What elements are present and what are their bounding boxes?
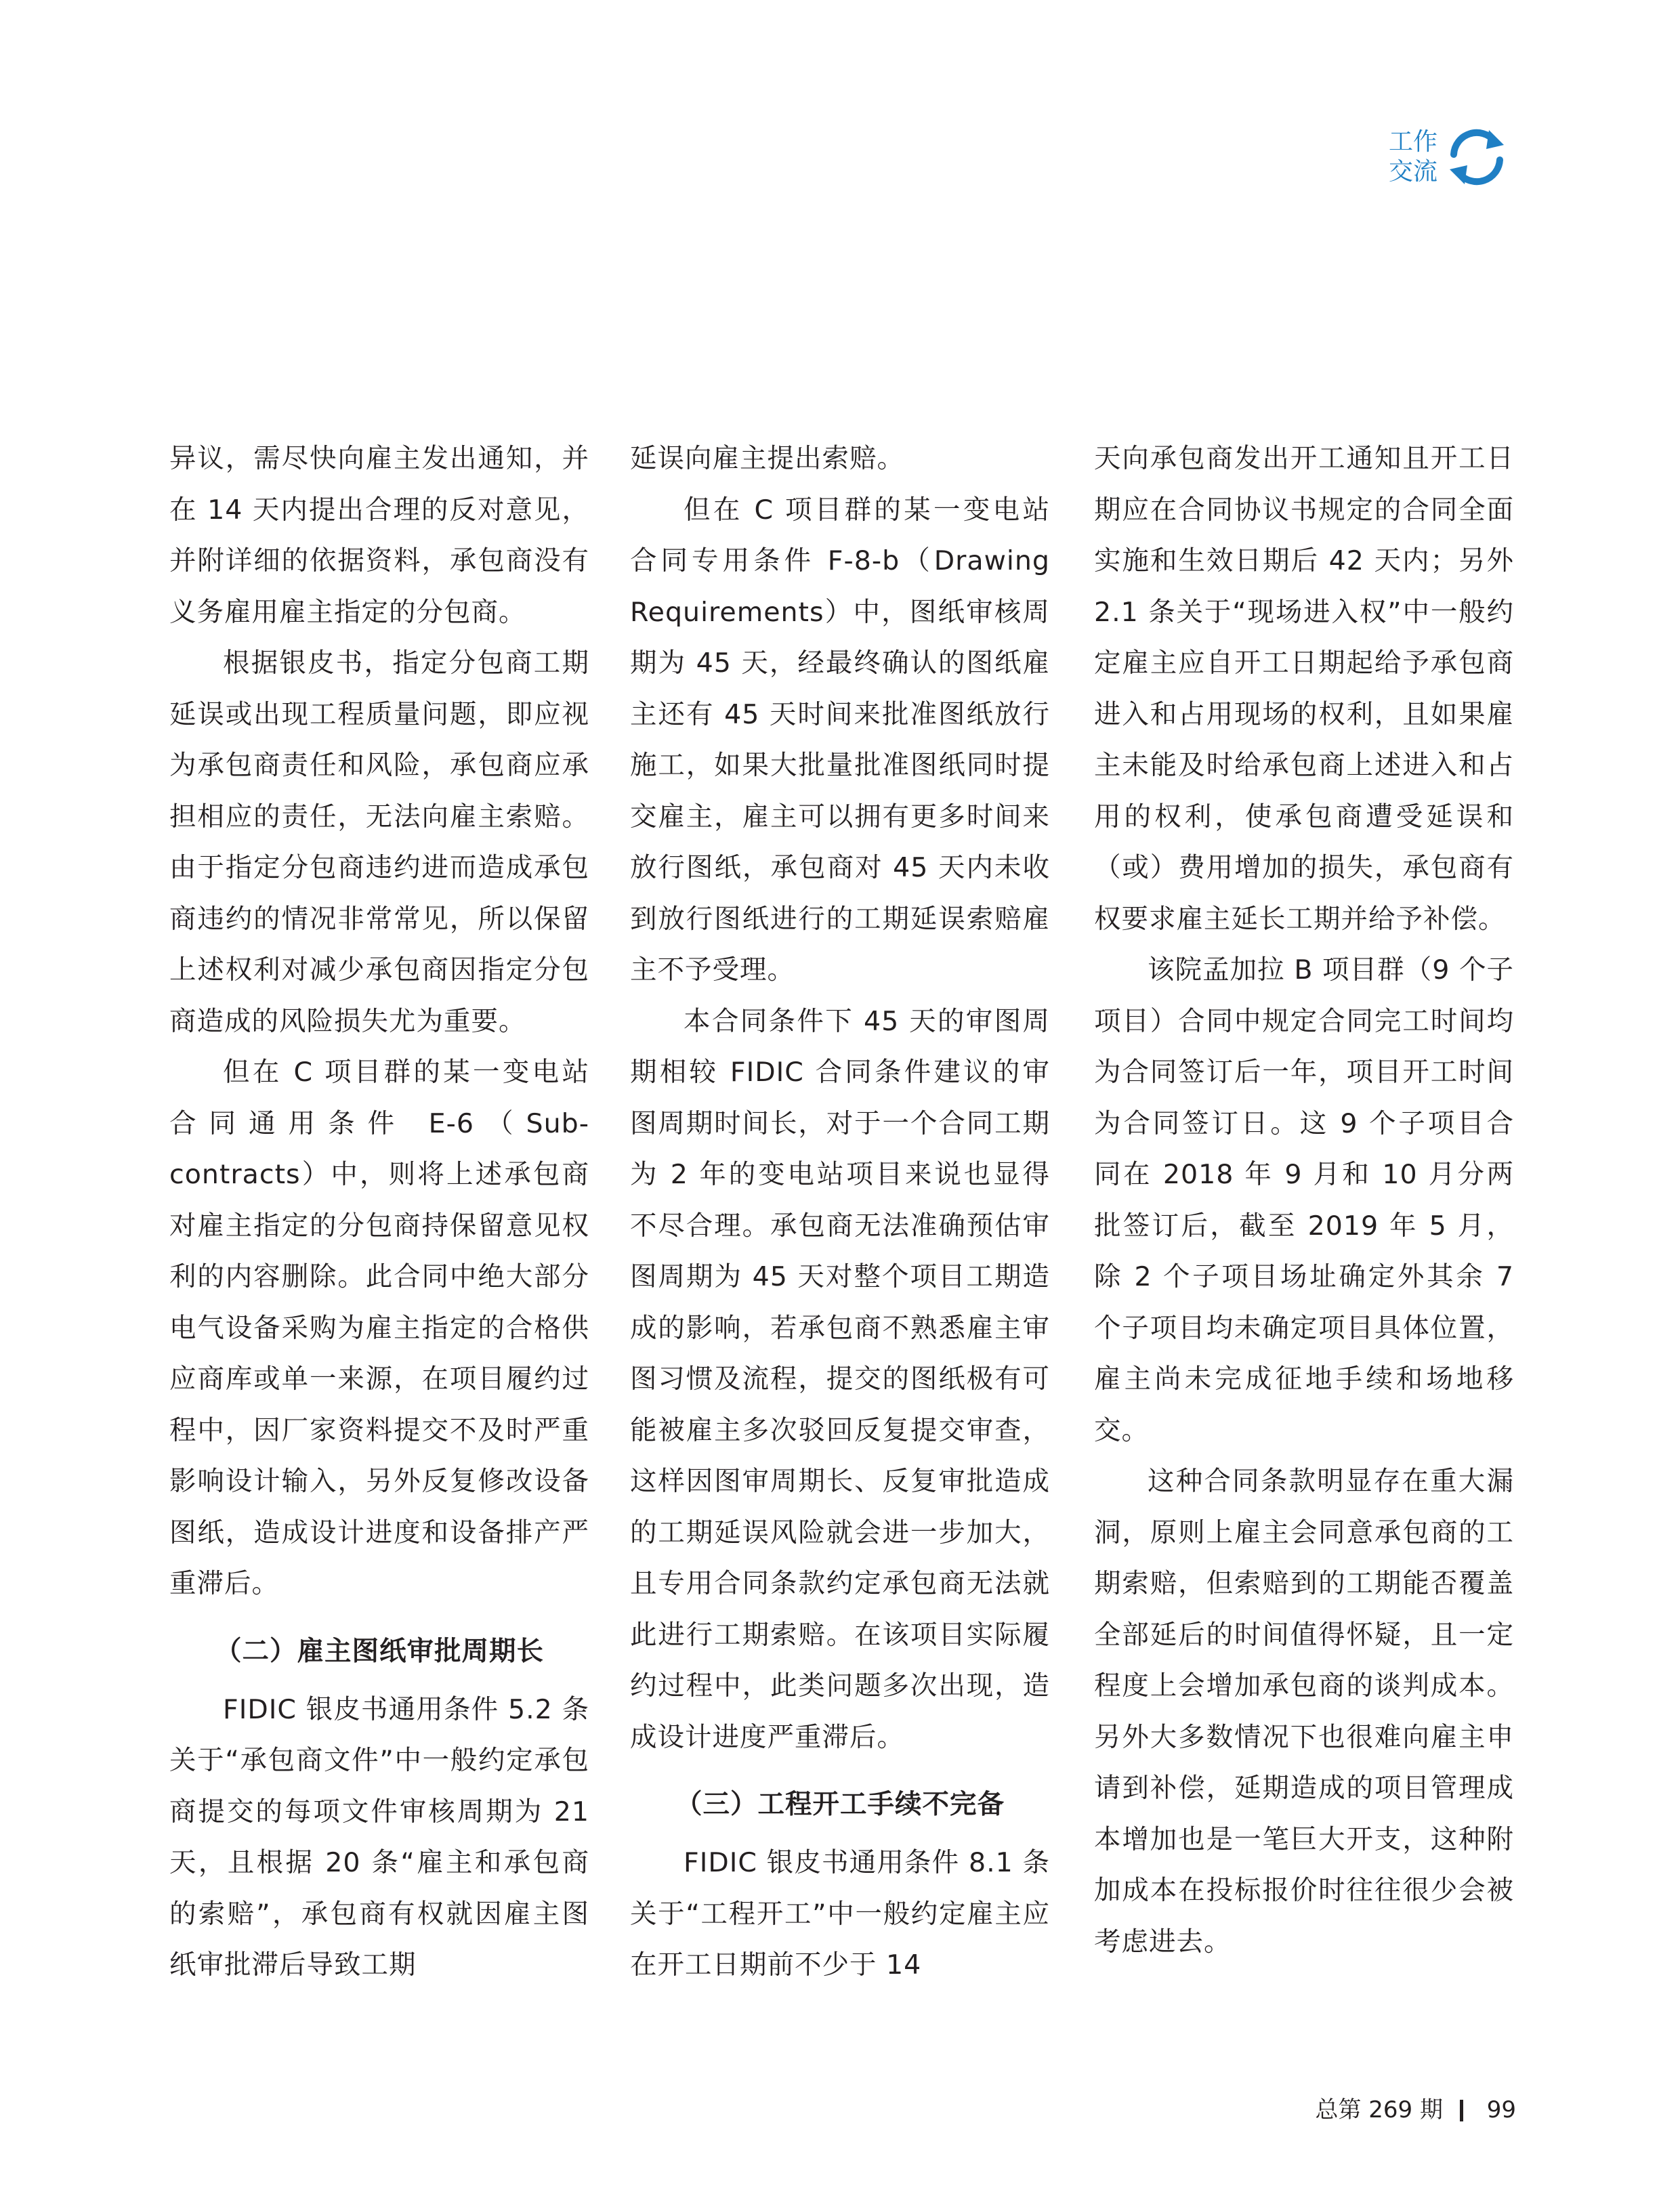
paragraph: 这种合同条款明显存在重大漏洞，原则上雇主会同意承包商的工期索赔，但索赔到的工期能否覆盖全部延后的时间值得怀疑，且一定程度上会增加承包商的谈判成本。另外大多数情况下也很难向雇主申请到补偿，延期造成的项目管理成本增加也是一笔巨大开支，这种附加成本在投标报价时往往很少会被考虑进去。 [1094, 1466, 1514, 1958]
paragraph: FIDIC 银皮书通用条件 5.2 条关于“承包商文件”中一般约定承包商提交的每项文件审核周期为 21 天，且根据 20 条“雇主和承包商的索赔”，承包商有权就因雇主图纸审批滞后导致工期 [169, 1693, 599, 1981]
footer-divider [1460, 2100, 1463, 2121]
page-number: 99 [1486, 2096, 1516, 2123]
section-heading: （三）工程开工手续不完备 [675, 1789, 1005, 1820]
issue-number: 总第 269 期 [1315, 2096, 1443, 2123]
text-column-3 [1094, 433, 1524, 1968]
section-badge-label [1368, 127, 1437, 187]
paragraph: FIDIC 银皮书通用条件 8.1 条关于“工程开工”中一般约定雇主应在开工日期前不少于 14 [630, 1847, 1050, 1981]
paragraph: 但在 C 项目群的某一变电站合同通用条件 E-6（Sub-contracts）中，则将上述承包商对雇主指定的分包商持保留意见权利的内容删除。此合同中绝大部分电气设备采购为雇主指定的合格供应商库或单一来源，在项目履约过程中，因厂家资料提交不及时严重影响设计输入，另外反复修改设备图纸，造成设计进度和设备排产严重滞后。 [169, 1057, 589, 1599]
paragraph: 但在 C 项目群的某一变电站合同专用条件 F-8-b（Drawing Requirements）中，图纸审核周期为 45 天，经最终确认的图纸雇主还有 45 天时间来批准图纸放行施工，如果大批量批准图纸同时提交雇主，雇主可以拥有更多时间来放行图纸，承包商对 45 天内未收到放行图纸进行的工期延误索赔雇主不予受理。 [630, 494, 1059, 986]
paragraph: 延误向雇主提出索赔。 [630, 443, 904, 474]
paragraph: 该院孟加拉 B 项目群（9 个子项目）合同中规定合同完工时间均为合同签订后一年，项目开工时间为合同签订日。这 9 个子项目合同在 2018 年 9 月和 10 月分两批签订后，截至 2019 年 5 月，除 2 个子项目场址确定外其余 7 个子项目均未确定项目具体位置，雇主尚未完成征地手续和场地移交。 [1094, 954, 1524, 1446]
refresh-cycle-icon [1444, 125, 1509, 190]
section-heading: （二）雇主图纸审批周期长 [215, 1635, 544, 1667]
text-column-1 [169, 433, 599, 1991]
section-badge [1368, 123, 1524, 198]
paragraph: 天向承包商发出开工通知且开工日期应在合同协议书规定的合同全面实施和生效日期后 42 天内；另外 2.1 条关于“现场进入权”中一般约定雇主应自开工日期起给予承包商进入和占用现场的权利，且如果雇主未能及时给承包商上述进入和占用的权利，使承包商遭受延误和（或）费用增加的损失，承包商有权要求雇主延长工期并给予补偿。 [1094, 443, 1524, 935]
paragraph: 异议，需尽快向雇主发出通知，并在 14 天内提出合理的反对意见，并附详细的依据资料，承包商没有义务雇用雇主指定的分包商。 [169, 443, 589, 628]
section-badge-line-1: 工作 [1388, 128, 1437, 156]
page-footer [1152, 2093, 1531, 2127]
paragraph: 根据银皮书，指定分包商工期延误或出现工程质量问题，即应视为承包商责任和风险，承包商应承担相应的责任，无法向雇主索赔。由于指定分包商违约进而造成承包商违约的情况非常常见，所以保留上述权利对减少承包商因指定分包商造成的风险损失尤为重要。 [169, 648, 589, 1037]
paragraph: 本合同条件下 45 天的审图周期相较 FIDIC 合同条件建议的审图周期时间长，对于一个合同工期为 2 年的变电站项目来说也显得不尽合理。承包商无法准确预估审图周期为 45 天对整个项目工期造成的影响，若承包商不熟悉雇主审图习惯及流程，提交的图纸极有可能被雇主多次驳回反复提交审查，这样因图审周期长、反复审批造成的工期延误风险就会进一步加大，且专用合同条款约定承包商无法就此进行工期索赔。在该项目实际履约过程中，此类问题多次出现，造成设计进度严重滞后。 [630, 1005, 1050, 1753]
section-badge-line-2: 交流 [1388, 158, 1437, 186]
text-column-2 [630, 433, 1059, 1991]
